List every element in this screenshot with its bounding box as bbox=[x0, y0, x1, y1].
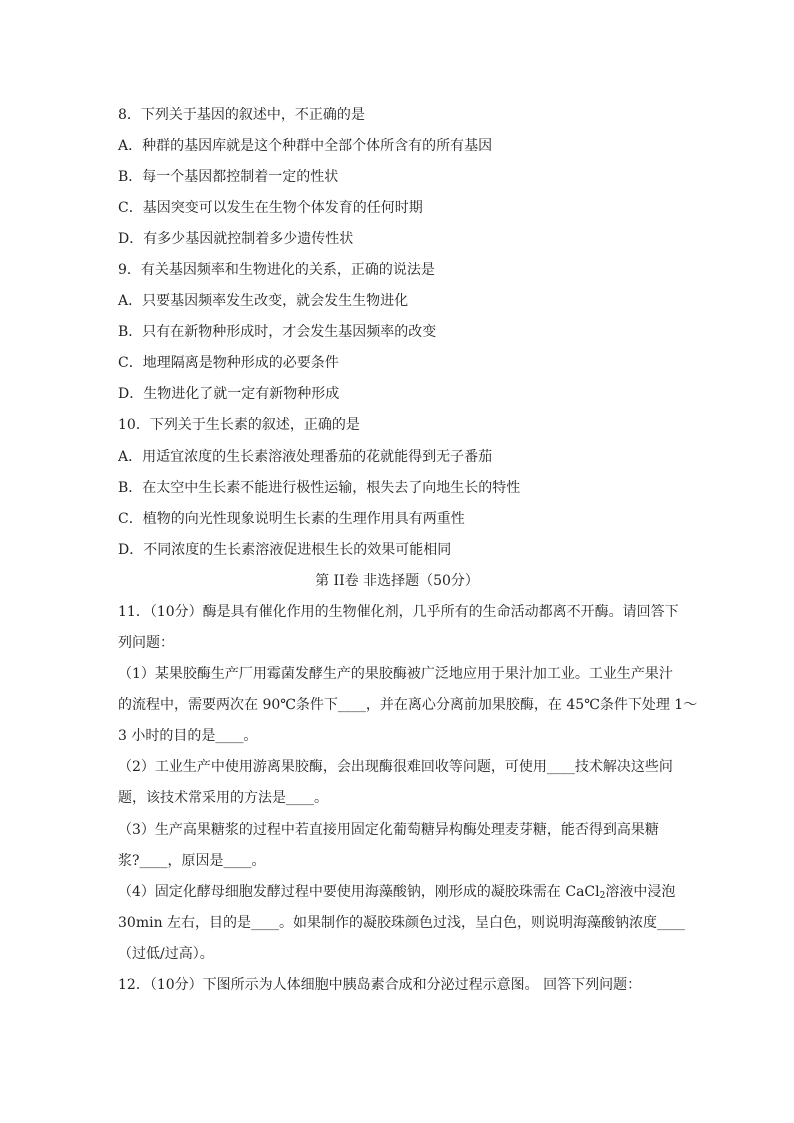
question-11-part-4-line-1 bbox=[118, 882, 678, 902]
question-8-option-a: A．种群的基因库就是这个种群中全部个体所含有的所有基因 bbox=[118, 138, 493, 154]
question-11-stem-line-2: 列问题： bbox=[118, 635, 174, 651]
question-8-option-c: C．基因突变可以发生在生物个体发育的任何时期 bbox=[118, 200, 423, 216]
question-11-part-2-line-2: 题，该技术常采用的方法是____。 bbox=[118, 790, 328, 806]
question-11-stem-line-1: 11．（10分）酶是具有催化作用的生物催化剂，几乎所有的生命活动都离不开酶。请回答下 bbox=[118, 604, 679, 620]
question-9-stem: 9．有关基因频率和生物进化的关系，正确的说法是 bbox=[118, 262, 435, 278]
question-11-part-3-line-1: （3）生产高果糖浆的过程中若直接用固定化葡萄糖异构酶处理麦芽糖，能否得到高果糖 bbox=[118, 822, 659, 838]
question-10-option-a: A．用适宜浓度的生长素溶液处理番茄的花就能得到无子番茄 bbox=[118, 449, 493, 465]
question-10-option-c: C．植物的向光性现象说明生长素的生理作用具有两重性 bbox=[118, 511, 465, 527]
question-10-option-d: D．不同浓度的生长素溶液促进根生长的效果可能相同 bbox=[118, 542, 452, 558]
question-11-part-4-line-2: 30min 左右，目的是____。如果制作的凝胶珠颜色过浅，呈白色，则说明海藻酸钠浓度____ bbox=[118, 915, 686, 931]
question-11-part-3-line-2: 浆?____，原因是____。 bbox=[118, 853, 266, 869]
question-9-option-a: A．只要基因频率发生改变，就会发生生物进化 bbox=[118, 293, 409, 309]
question-8-option-d: D．有多少基因就控制着多少遗传性状 bbox=[118, 231, 354, 247]
question-9-option-b: B．只有在新物种形成时，才会发生基因频率的改变 bbox=[118, 324, 437, 340]
question-9-option-d: D．生物进化了就一定有新物种形成 bbox=[118, 386, 340, 402]
question-11-part-2-line-1: （2）工业生产中使用游离果胶酶，会出现酶很难回收等问题，可使用____技术解决这些问 bbox=[118, 759, 673, 775]
question-9-option-c: C．地理隔离是物种形成的必要条件 bbox=[118, 355, 339, 371]
section-title: 第 II卷 非选择题（50分） bbox=[315, 573, 479, 589]
question-11-part-4-text-a: （4）固定化酵母细胞发酵过程中要使用海藻酸钠，刚形成的凝胶珠需在 CaCl bbox=[118, 884, 600, 900]
question-11-part-1-line-2: 的流程中，需要两次在 90℃条件下____，并在离心分离前加果胶酶，在 45℃条件下处理 1～ bbox=[118, 697, 698, 713]
question-10-stem: 10．下列关于生长素的叙述，正确的是 bbox=[118, 417, 360, 433]
question-11-part-4-text-b: 溶液中浸泡 bbox=[605, 884, 676, 900]
cacl2-subscript: 2 bbox=[599, 891, 606, 901]
question-12-stem: 12．（10分）下图所示为人体细胞中胰岛素合成和分泌过程示意图。 回答下列问题： bbox=[118, 977, 642, 993]
question-11-part-1-line-1: （1）某果胶酶生产厂用霉菌发酵生产的果胶酶被广泛地应用于果汁加工业。工业生产果汁 bbox=[118, 666, 673, 682]
question-11-part-4-line-3: （过低/过高）。 bbox=[118, 946, 214, 962]
question-8-stem: 8．下列关于基因的叙述中，不正确的是 bbox=[118, 107, 365, 123]
question-10-option-b: B．在太空中生长素不能进行极性运输，根失去了向地生长的特性 bbox=[118, 480, 521, 496]
question-8-option-b: B．每一个基因都控制着一定的性状 bbox=[118, 169, 339, 185]
question-11-part-1-line-3: 3 小时的目的是____。 bbox=[118, 728, 258, 744]
